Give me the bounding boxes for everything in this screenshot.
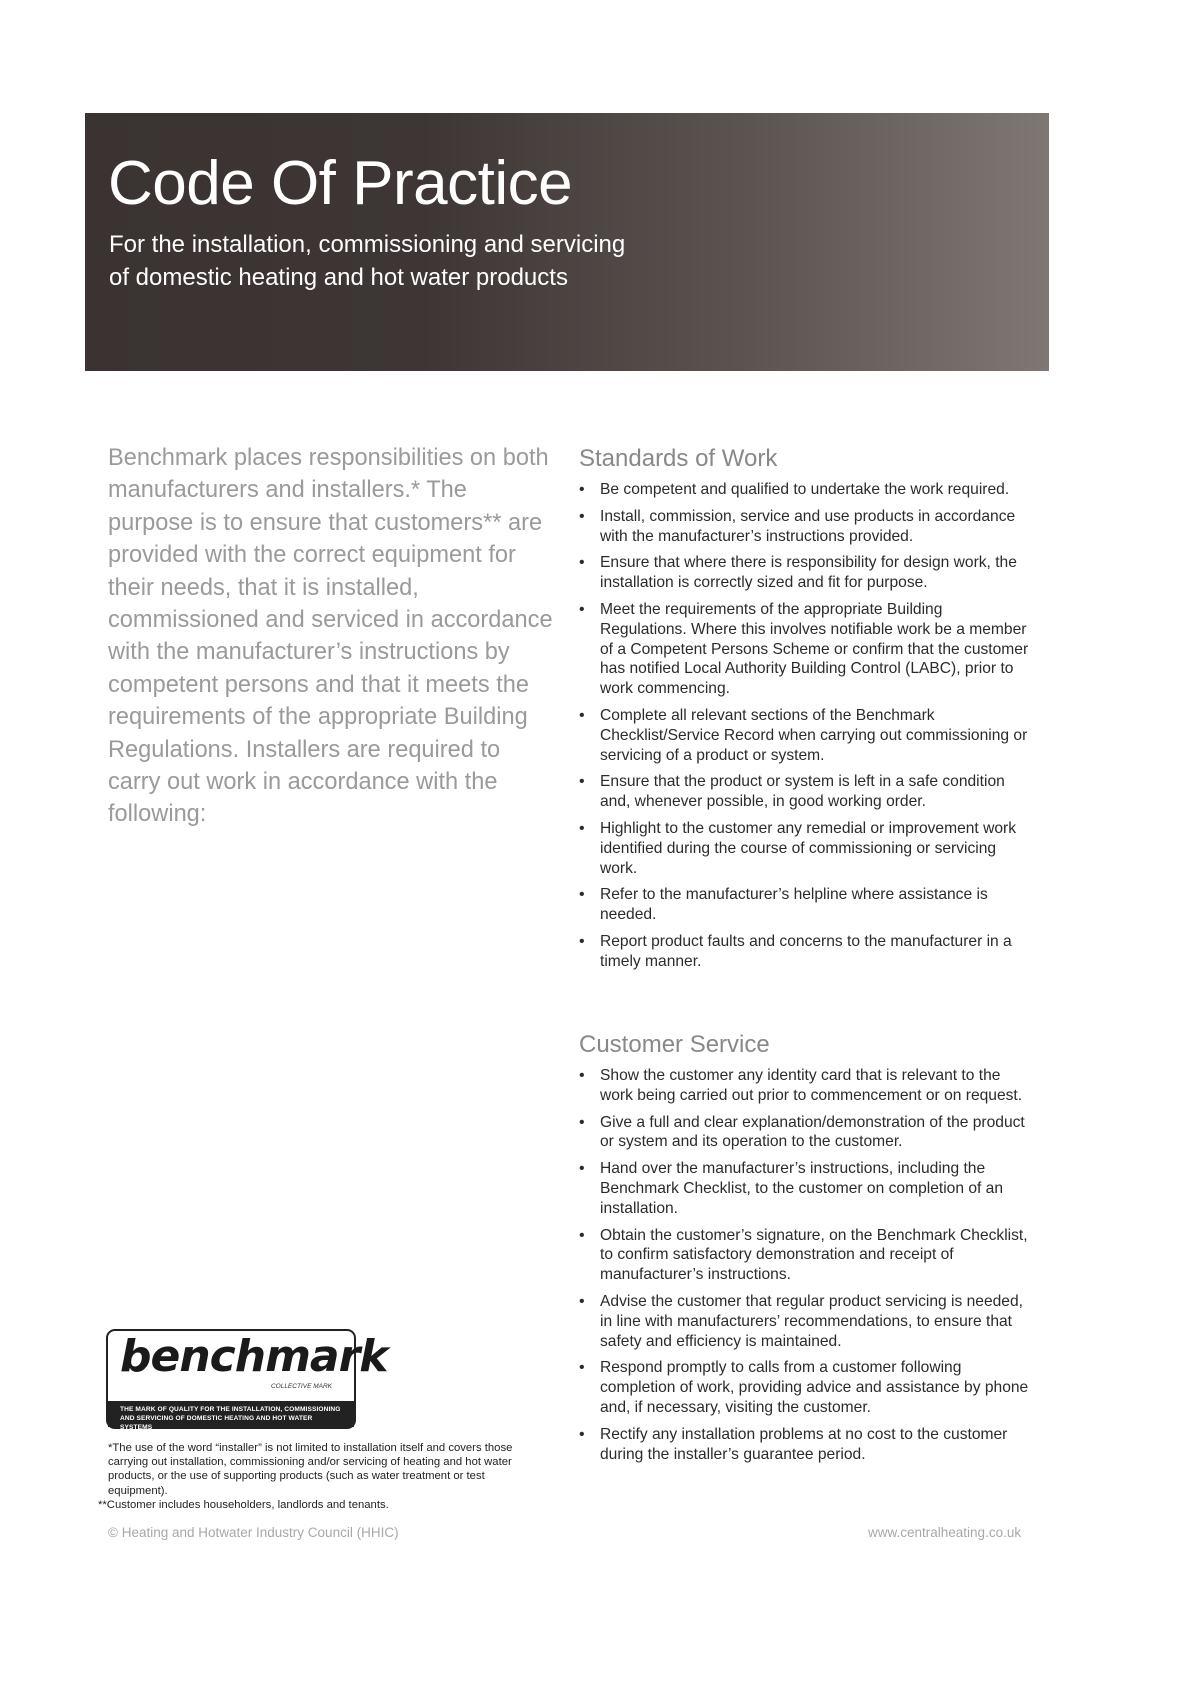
page-subtitle	[109, 228, 749, 294]
customer-service-heading: Customer Service	[579, 1031, 770, 1058]
standards-item: • Highlight to the customer any remedial or improvement work identified during the course of commissioning or servicing work.	[579, 819, 1029, 878]
strapline-line-2: AND SERVICING OF DOMESTIC HEATING AND HOT WATER SYSTEMS	[120, 1415, 313, 1431]
strapline-line-1: THE MARK OF QUALITY FOR THE INSTALLATION, COMMISSIONING	[120, 1406, 341, 1413]
standards-item: • Install, commission, service and use products in accordance with the manufacturer’s instructions provided.	[579, 507, 1029, 547]
standards-item: • Ensure that where there is responsibility for design work, the installation is correctly sized and fit for purpose.	[579, 553, 1029, 593]
benchmark-wordmark: benchmark	[120, 1331, 388, 1382]
subtitle-line-2: of domestic heating and hot water products	[109, 264, 568, 291]
intro-paragraph: Benchmark places responsibilities on both manufacturers and installers.* The purpose is to ensure that customers** are provided with the correct equipment for their needs, that it is installed, commissioned and serviced in accordance with the manufacturer’s instructions by competent persons and that it meets the requirements of the appropriate Building Regulations. Installers are required to carry out work in accordance with the following:	[108, 445, 553, 828]
subtitle-line-1: For the installation, commissioning and servicing	[109, 231, 626, 258]
standards-item: • Complete all relevant sections of the Benchmark Checklist/Service Record when carrying out commissioning or servicing of a product or system.	[579, 706, 1029, 765]
website-link[interactable]: www.centralheating.co.uk	[868, 1525, 1022, 1540]
standards-item: • Ensure that the product or system is left in a safe condition and, whenever possible, in good working order.	[579, 772, 1029, 812]
standards-item: • Meet the requirements of the appropriate Building Regulations. Where this involves notifiable work be a member of a Competent Persons Scheme or confirm that the customer has notified Local Authority Building Control (LABC), prior to work commencing.	[579, 600, 1029, 699]
customer-service-item: • Show the customer any identity card that is relevant to the work being carried out prior to commencement or on request.	[579, 1066, 1029, 1106]
customer-service-item: • Advise the customer that regular product servicing is needed, in line with manufacturers’ recommendations, to ensure that safety and efficiency is maintained.	[579, 1292, 1029, 1351]
collective-mark-label: COLLECTIVE MARK	[270, 1383, 332, 1390]
benchmark-logo	[106, 1329, 388, 1431]
customer-service-item: • Obtain the customer’s signature, on the Benchmark Checklist, to confirm satisfactory demonstration and receipt of manufacturer’s instructions.	[579, 1226, 1029, 1285]
standards-list	[579, 480, 1029, 972]
customer-service-item: • Give a full and clear explanation/demonstration of the product or system and its operation to the customer.	[579, 1113, 1029, 1153]
standards-item: • Refer to the manufacturer’s helpline where assistance is needed.	[579, 885, 1029, 925]
customer-service-item: • Respond promptly to calls from a customer following completion of work, providing advice and assistance by phone and, if necessary, visiting the customer.	[579, 1358, 1029, 1417]
customer-service-item: • Rectify any installation problems at no cost to the customer during the installer’s guarantee period.	[579, 1425, 1029, 1465]
standards-of-work-section	[579, 444, 1029, 979]
copyright-notice: © Heating and Hotwater Industry Council (HHIC)	[108, 1525, 399, 1540]
logo-strapline	[108, 1401, 354, 1431]
standards-item: • Report product faults and concerns to the manufacturer in a timely manner.	[579, 932, 1029, 972]
footnotes	[98, 1441, 538, 1512]
standards-heading: Standards of Work	[579, 445, 778, 472]
title-banner	[85, 113, 1049, 371]
standards-item: • Be competent and qualified to undertake the work required.	[579, 480, 1029, 500]
footnote-customer: **Customer includes householders, landlords and tenants.	[98, 1498, 389, 1511]
customer-service-section	[579, 1030, 1029, 1471]
page-title: Code Of Practice	[108, 149, 573, 218]
footnote-installer: *The use of the word “installer” is not limited to installation itself and covers those carrying out installation, commissioning and/or servicing of heating and hot water products, or the use of supporting products (such as water treatment or test equipment).	[108, 1442, 513, 1497]
customer-service-list	[579, 1066, 1029, 1464]
customer-service-item: • Hand over the manufacturer’s instructions, including the Benchmark Checklist, to the customer on completion of an installation.	[579, 1159, 1029, 1218]
